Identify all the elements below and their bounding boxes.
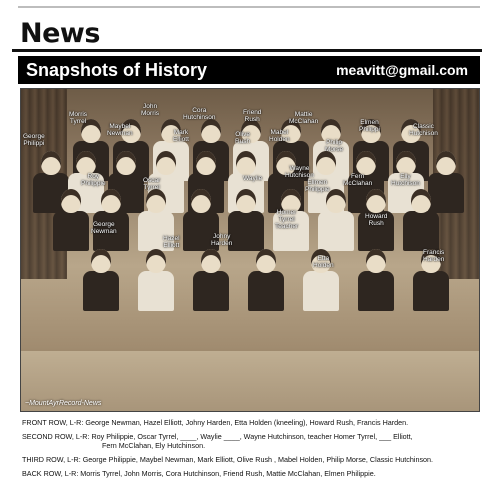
figure-head [146, 189, 166, 213]
figure-head [146, 249, 166, 273]
figure-body [138, 271, 174, 311]
photo-label: Philip Morse [325, 139, 344, 153]
figure-head [396, 151, 416, 175]
figure-head [411, 189, 431, 213]
photo-credit: ~MountAyrRecord-News [25, 400, 102, 407]
photo-label: Friend Rush [243, 109, 262, 123]
figure-head [201, 119, 221, 143]
caption-front-row: FRONT ROW, L-R: George Newman, Hazel Elliott, Johny Harden, Etta Holden (kneeling), Howard Rush, Francis Harden. [22, 418, 409, 427]
top-rule [18, 6, 480, 8]
figure-head [236, 189, 256, 213]
figure-head [191, 189, 211, 213]
figure-head [116, 151, 136, 175]
photo-label: Hazel Elliott [163, 235, 180, 249]
figure-head [101, 189, 121, 213]
photo-label: Oscar Tyrrel [143, 177, 161, 191]
figure-body [303, 271, 339, 311]
figure-head [76, 151, 96, 175]
figure-head [201, 249, 221, 273]
column-banner [18, 56, 480, 84]
figure-body [318, 211, 354, 251]
photo-label: Olive Rush [235, 131, 251, 145]
photo-label: Elly Hutchison [391, 173, 420, 187]
section-masthead: News [20, 18, 100, 49]
photo-label: Morris Tyrrel [69, 111, 88, 125]
photo-label: Ellmen Philippie [305, 179, 330, 193]
photo-label: Classic Hutchison [409, 123, 438, 137]
figure-head [61, 189, 81, 213]
figure-body [428, 173, 464, 213]
caption-second-row-line2: Fern McClahan, Ely Hutchinson. [102, 441, 206, 450]
photo-label: George Newman [91, 221, 117, 235]
photo-label: Howard Rush [365, 213, 388, 227]
figure-body [248, 271, 284, 311]
figure-head [41, 151, 61, 175]
photo-label: Wayne Hutchison [285, 165, 314, 179]
caption-third-row: THIRD ROW, L-R: George Philippie, Maybel Newman, Mark Elliott, Olive Rush , Mabel Holden, Philip Morse, Classic Hutchinson. [22, 455, 434, 464]
figure-head [91, 249, 111, 273]
caption-second-row-line1: SECOND ROW, L-R: Roy Philippie, Oscar Tyrrel, ____, Waylie ____, Wayne Hutchinson, teacher Homer Tyrrel, ___ Elliott, [22, 432, 413, 441]
caption-second-row [22, 432, 488, 450]
photo-label: Maybel Newman [107, 123, 133, 137]
photo-captions [22, 418, 488, 483]
figure-body [193, 271, 229, 311]
photo-label: Johny Harden [211, 233, 233, 247]
historic-class-photo [20, 88, 480, 412]
figure-body [228, 211, 264, 251]
figure-head [236, 151, 256, 175]
figure-body [413, 271, 449, 311]
figure-head [366, 189, 386, 213]
figure-head [356, 151, 376, 175]
photo-label: John Morris [141, 103, 160, 117]
caption-back-row: BACK ROW, L-R: Morris Tyrrel, John Morris, Cora Hutchinson, Friend Rush, Mattie McClahan, Elmen Philippie. [22, 469, 376, 478]
figure-head [436, 151, 456, 175]
photo-label: Cora Hutchinson [183, 107, 216, 121]
column-title: Snapshots of History [26, 59, 208, 80]
photo-label: Mattie McClahan [289, 111, 319, 125]
figure-body [83, 271, 119, 311]
photo-label: Fern McClahan [343, 173, 373, 187]
photo-label: Mark Elliott [173, 129, 189, 143]
figure-body [53, 211, 89, 251]
photo-label: Etta Holden [313, 255, 334, 269]
photo-label: Elmen Philippi [359, 119, 380, 133]
photo-label: Homer Tyrrel Teacher [275, 209, 299, 230]
figure-body [403, 211, 439, 251]
masthead-rule [12, 49, 482, 52]
figure-head [156, 151, 176, 175]
figure-head [366, 249, 386, 273]
photo-label: Roy Philippie [81, 173, 106, 187]
figure-head [316, 151, 336, 175]
figure-head [196, 151, 216, 175]
photo-label: Mabel Holden [269, 129, 290, 143]
photo-label: Waylie [243, 175, 263, 182]
photo-label: George Philippi [23, 133, 45, 147]
photo-label: Francis Harden [423, 249, 445, 263]
figure-head [256, 249, 276, 273]
author-email: meavitt@gmail.com [336, 62, 468, 78]
figure-body [358, 271, 394, 311]
